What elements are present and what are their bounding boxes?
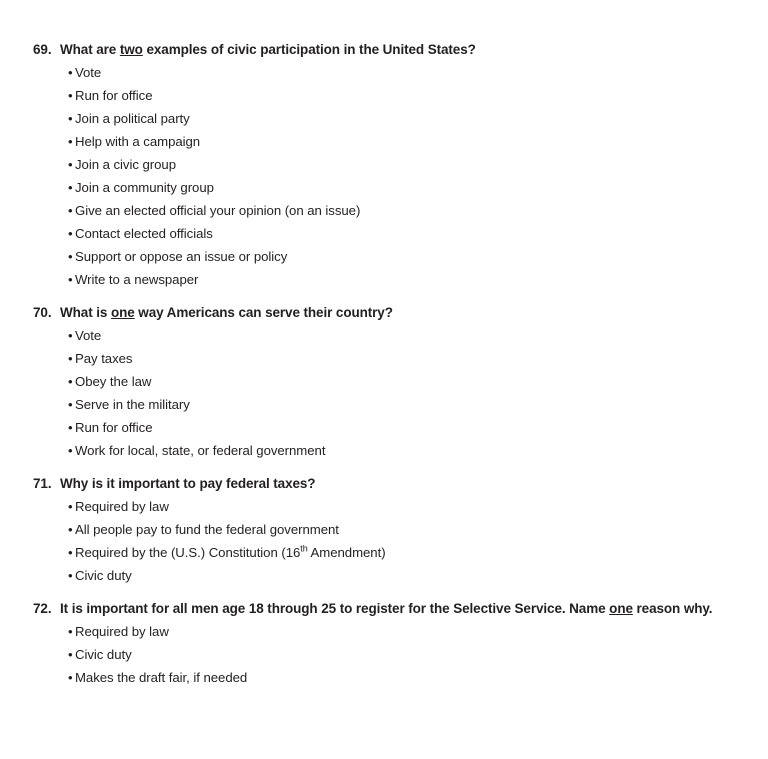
answer-item xyxy=(33,393,744,416)
question-number: 71. xyxy=(33,476,52,491)
question-heading xyxy=(33,472,744,495)
answer-item xyxy=(33,268,744,291)
ordinal-superscript: th xyxy=(300,543,308,554)
answer-item xyxy=(33,666,744,689)
question-number: 69. xyxy=(33,42,52,57)
bullet-icon: • xyxy=(68,249,73,264)
question-fragment: It is important for all men age 18 through 25 to register for the Selective Service. Name xyxy=(60,601,610,616)
question-text xyxy=(60,301,744,324)
answer-text: Required by the (U.S.) Constitution (16 xyxy=(75,545,301,560)
answer-item xyxy=(33,518,744,541)
question-heading xyxy=(33,597,744,620)
answer-item xyxy=(33,222,744,245)
question-emphasis: one xyxy=(110,305,135,320)
answer-text: Write to a newspaper xyxy=(75,272,199,287)
bullet-icon: • xyxy=(68,374,73,389)
question-number: 70. xyxy=(33,305,52,320)
bullet-icon: • xyxy=(68,624,73,639)
answer-item xyxy=(33,153,744,176)
answer-text: Help with a campaign xyxy=(75,134,201,149)
answer-item xyxy=(33,245,744,268)
answer-item xyxy=(33,416,744,439)
answer-text: Pay taxes xyxy=(75,351,133,366)
bullet-icon: • xyxy=(68,88,73,103)
question-emphasis: two xyxy=(119,42,143,57)
question-block xyxy=(33,301,744,462)
answer-text: Makes the draft fair, if needed xyxy=(75,670,248,685)
answer-item xyxy=(33,347,744,370)
answer-text: Give an elected official your opinion (on an issue) xyxy=(75,203,361,218)
bullet-icon: • xyxy=(68,65,73,80)
bullet-icon: • xyxy=(68,397,73,412)
question-fragment: Why is it important to pay federal taxes? xyxy=(60,476,316,491)
question-fragment: What are xyxy=(60,42,120,57)
question-fragment: way Americans can serve their country? xyxy=(134,305,393,320)
answer-text: Obey the law xyxy=(75,374,152,389)
question-heading xyxy=(33,38,744,61)
answer-text: Join a civic group xyxy=(75,157,176,172)
question-fragment: What is xyxy=(60,305,111,320)
bullet-icon: • xyxy=(68,420,73,435)
answer-item xyxy=(33,495,744,518)
answer-item xyxy=(33,130,744,153)
answer-text: Run for office xyxy=(75,420,153,435)
answer-item xyxy=(33,176,744,199)
question-emphasis: one xyxy=(609,601,633,616)
answer-text: All people pay to fund the federal government xyxy=(75,522,339,537)
answer-text: Vote xyxy=(75,328,102,343)
bullet-icon: • xyxy=(68,670,73,685)
answer-text: Vote xyxy=(75,65,102,80)
bullet-icon: • xyxy=(68,522,73,537)
answer-text: Work for local, state, or federal government xyxy=(75,443,326,458)
bullet-icon: • xyxy=(68,351,73,366)
answer-item xyxy=(33,107,744,130)
answer-text: Support or oppose an issue or policy xyxy=(75,249,288,264)
answer-item xyxy=(33,370,744,393)
question-text xyxy=(60,472,744,495)
question-block xyxy=(33,472,744,587)
question-heading xyxy=(33,301,744,324)
answer-item xyxy=(33,541,744,564)
answer-text: Run for office xyxy=(75,88,153,103)
answer-list xyxy=(33,620,744,689)
answer-text: Serve in the military xyxy=(75,397,190,412)
question-text xyxy=(60,38,744,61)
answer-item xyxy=(33,439,744,462)
answer-item xyxy=(33,84,744,107)
answer-text: Civic duty xyxy=(75,647,132,662)
bullet-icon: • xyxy=(68,157,73,172)
bullet-icon: • xyxy=(68,180,73,195)
bullet-icon: • xyxy=(68,568,73,583)
bullet-icon: • xyxy=(68,328,73,343)
bullet-icon: • xyxy=(68,111,73,126)
question-block xyxy=(33,38,744,291)
answer-text: Join a political party xyxy=(75,111,190,126)
bullet-icon: • xyxy=(68,203,73,218)
answer-list xyxy=(33,324,744,462)
answer-item xyxy=(33,199,744,222)
bullet-icon: • xyxy=(68,443,73,458)
answer-text: Join a community group xyxy=(75,180,214,195)
bullet-icon: • xyxy=(68,499,73,514)
bullet-icon: • xyxy=(68,226,73,241)
question-text xyxy=(60,597,744,620)
answer-text: Civic duty xyxy=(75,568,132,583)
answer-item xyxy=(33,324,744,347)
answer-text: Required by law xyxy=(75,499,169,514)
answer-item xyxy=(33,61,744,84)
bullet-icon: • xyxy=(68,545,73,560)
question-list xyxy=(33,38,744,689)
bullet-icon: • xyxy=(68,272,73,287)
answer-text-tail: Amendment) xyxy=(307,545,386,560)
bullet-icon: • xyxy=(68,134,73,149)
answer-list xyxy=(33,495,744,587)
answer-item xyxy=(33,620,744,643)
answer-item xyxy=(33,564,744,587)
answer-item xyxy=(33,643,744,666)
answer-text: Contact elected officials xyxy=(75,226,213,241)
question-fragment: reason why. xyxy=(632,601,713,616)
bullet-icon: • xyxy=(68,647,73,662)
question-number: 72. xyxy=(33,601,52,616)
question-block xyxy=(33,597,744,689)
answer-list xyxy=(33,61,744,291)
answer-text: Required by law xyxy=(75,624,169,639)
question-fragment: examples of civic participation in the United States? xyxy=(142,42,476,57)
